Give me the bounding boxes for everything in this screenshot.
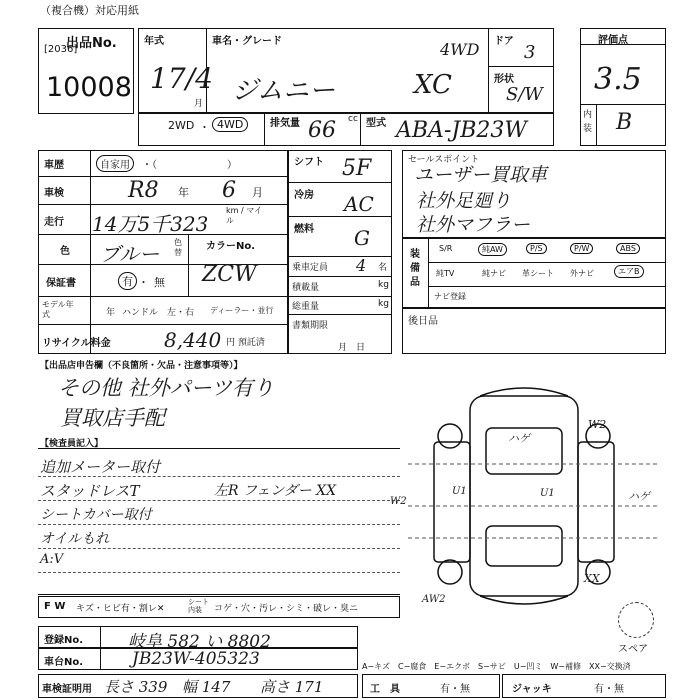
- inspection-value: R8: [128, 178, 159, 203]
- equip-aw: 純AW: [478, 243, 507, 256]
- certificate-label: 車検証明用: [42, 684, 92, 695]
- remarks-label: 後日品: [408, 316, 438, 327]
- docs-unit: 月 日: [338, 343, 366, 353]
- inspector-line-3: シートカバー取付: [40, 507, 152, 523]
- warranty-dot: ・: [138, 276, 149, 289]
- equip-seat: 革シート: [522, 269, 554, 278]
- inspection-label: 車検: [44, 188, 64, 199]
- chassis-label: 車台No.: [44, 657, 84, 668]
- model-code-label: 型式: [366, 118, 386, 129]
- doors-value: 3: [524, 42, 536, 63]
- capacity-label: 乗車定員: [292, 263, 329, 273]
- registration-label: 登録No.: [44, 635, 84, 646]
- color-sub-label: 色替: [174, 238, 182, 257]
- warranty-no: 無: [154, 276, 165, 289]
- damage-mark-2: W2: [588, 418, 607, 431]
- lot-number: 10008: [46, 72, 132, 103]
- fw-items: キズ・ヒビ有・割レ✕: [76, 604, 165, 614]
- equip-extnavi: 外ナビ: [570, 269, 594, 278]
- certificate-height: 高さ 171: [260, 678, 324, 696]
- spare-label: スペア: [618, 644, 648, 655]
- damage-mark-5: ハゲ: [628, 490, 650, 503]
- model-drive-note: 4WD: [440, 40, 480, 59]
- equip-abs: ABS: [616, 243, 640, 254]
- capacity-unit: 名: [378, 263, 388, 273]
- weight-label: 総重量: [292, 302, 320, 312]
- aircon-label: 冷房: [294, 190, 314, 201]
- sales-line-3: 社外マフラー: [416, 214, 531, 236]
- displacement-value: 66: [308, 118, 336, 143]
- drive-2wd: 2WD: [168, 119, 195, 132]
- inspection-month-unit: 月: [252, 186, 263, 199]
- year-label: 年式: [144, 36, 164, 47]
- color-code-label: カラーNo.: [206, 241, 256, 252]
- color-code: ZCW: [202, 262, 257, 287]
- model-name: ジムニー: [232, 76, 335, 106]
- fw-label: F W: [44, 601, 66, 612]
- inspector-line-2: スタッドレスT: [40, 482, 140, 500]
- load-label: 積載量: [292, 283, 320, 293]
- equip-tv: 純TV: [436, 269, 455, 278]
- color-label: 色: [60, 246, 70, 257]
- model-code-value: ABA-JB23W: [396, 118, 527, 143]
- remarks-box: [402, 308, 666, 354]
- jack-value: 有・無: [594, 684, 624, 695]
- equip-ps: P/S: [526, 243, 547, 254]
- seller-note-1: その他 社外パーツ有り: [58, 376, 274, 400]
- weight-unit: kg: [378, 299, 389, 309]
- equip-airbag: エアB: [614, 265, 644, 278]
- model-year-handle: ハンドル 左・右: [122, 308, 195, 318]
- score-value: 3.5: [594, 62, 642, 97]
- score-label: 評価点: [598, 35, 628, 46]
- mileage-unit: km / マイル: [226, 206, 263, 225]
- recycle-value: 8,440: [164, 328, 222, 352]
- lot-sub: [2036]: [44, 44, 78, 55]
- damage-mark-4: U1: [540, 488, 555, 499]
- equip-pw: P/W: [570, 243, 593, 254]
- model-year-unit: 年: [106, 308, 116, 318]
- form-note: （複合機）対応用紙: [40, 4, 139, 17]
- model-label: 車名・グレード: [212, 36, 282, 47]
- damage-mark-6: XX: [584, 572, 600, 585]
- year-value: 17/4: [150, 62, 213, 95]
- model-grade: XC: [414, 70, 452, 100]
- lot-label: 出品No.: [66, 36, 117, 51]
- certificate-width: 幅 147: [182, 678, 231, 696]
- seat-items: コゲ・穴・汚レ・シミ・破レ・臭ニ: [214, 604, 359, 614]
- damage-mark-3: U1: [452, 486, 467, 497]
- registration-value: 岐阜 582 い 8802: [128, 632, 271, 652]
- displacement-label: 排気量: [270, 118, 300, 129]
- history-label: 車歴: [44, 160, 64, 171]
- inspector-label: 【検査員記入】: [40, 439, 104, 449]
- damage-mark-7: W2: [390, 496, 407, 507]
- seller-note-2: 買取店手配: [60, 406, 165, 430]
- year-unit: 月: [194, 99, 204, 109]
- inspector-line-5: オイルもれ: [40, 531, 110, 547]
- aircon-value: AC: [344, 192, 374, 216]
- equip-navi-reg: ナビ登録: [434, 292, 466, 301]
- damage-mark-1: ハゲ: [508, 432, 530, 445]
- color-value: ブルー: [100, 242, 160, 266]
- equipment-label: 装備品: [410, 249, 420, 288]
- capacity-value: 4: [356, 256, 367, 275]
- recycle-label: リサイクル料金: [42, 338, 111, 349]
- history-value: 自家用: [96, 155, 134, 172]
- jack-label: ジャッキ: [512, 684, 552, 695]
- spare-circle: [618, 602, 654, 638]
- damage-mark-8: AW2: [422, 594, 446, 605]
- seat-label: シート内装: [188, 598, 209, 614]
- mileage-label: 走行: [44, 217, 64, 228]
- tools-label: 工 具: [370, 684, 400, 695]
- certificate-length: 長さ 339: [104, 678, 168, 696]
- model-year-label: モデル年式: [42, 300, 74, 319]
- load-unit: kg: [378, 280, 389, 290]
- inspector-line-4: 左R フェンダー XX: [214, 483, 337, 499]
- mileage-value: 14万5千323: [92, 212, 209, 236]
- fuel-value: G: [354, 226, 370, 250]
- seller-notes-label: 【出品店申告欄（不良箇所・欠品・注意事項等）】: [40, 361, 243, 371]
- recycle-unit: 円 預託済: [226, 338, 265, 348]
- equip-sr: S/R: [439, 244, 453, 253]
- inspection-month: 6: [222, 178, 236, 203]
- displacement-unit: cc: [348, 114, 358, 124]
- history-paren: ・（ ）: [142, 160, 237, 171]
- shift-label: シフト: [294, 157, 324, 168]
- doors-label: ドア: [494, 36, 514, 47]
- drive-dot: ・: [199, 121, 210, 134]
- inspector-line-6: A:V: [40, 552, 64, 567]
- shift-value: 5F: [342, 156, 372, 181]
- drive-4wd: 4WD: [212, 117, 248, 132]
- inspector-line-1: 追加メーター取付: [40, 458, 161, 476]
- sales-label: セールスポイント: [408, 155, 480, 165]
- damage-legend: A−キズ C−腐食 E−エクボ S−サビ U−凹ミ W−補修 XX−交換済: [362, 662, 631, 671]
- chassis-value: JB23W-405323: [132, 649, 260, 669]
- tools-value: 有・無: [440, 684, 470, 695]
- sales-line-2: 社外足廻り: [416, 190, 512, 212]
- model-year-dealer: ディーラー・並行: [210, 306, 274, 315]
- warranty-label: 保証書: [46, 278, 76, 289]
- docs-label: 書類期限: [292, 321, 329, 331]
- interior-label: 内装: [583, 110, 593, 134]
- equip-navi: 純ナビ: [482, 269, 506, 278]
- shape-label: 形状: [494, 74, 514, 85]
- inspection-year-unit: 年: [178, 186, 189, 199]
- sales-line-1: ユーザー買取車: [414, 164, 548, 186]
- shape-value: S/W: [506, 84, 543, 105]
- interior-value: B: [616, 110, 633, 135]
- warranty-yes: 有: [118, 272, 137, 290]
- fuel-label: 燃料: [294, 224, 314, 235]
